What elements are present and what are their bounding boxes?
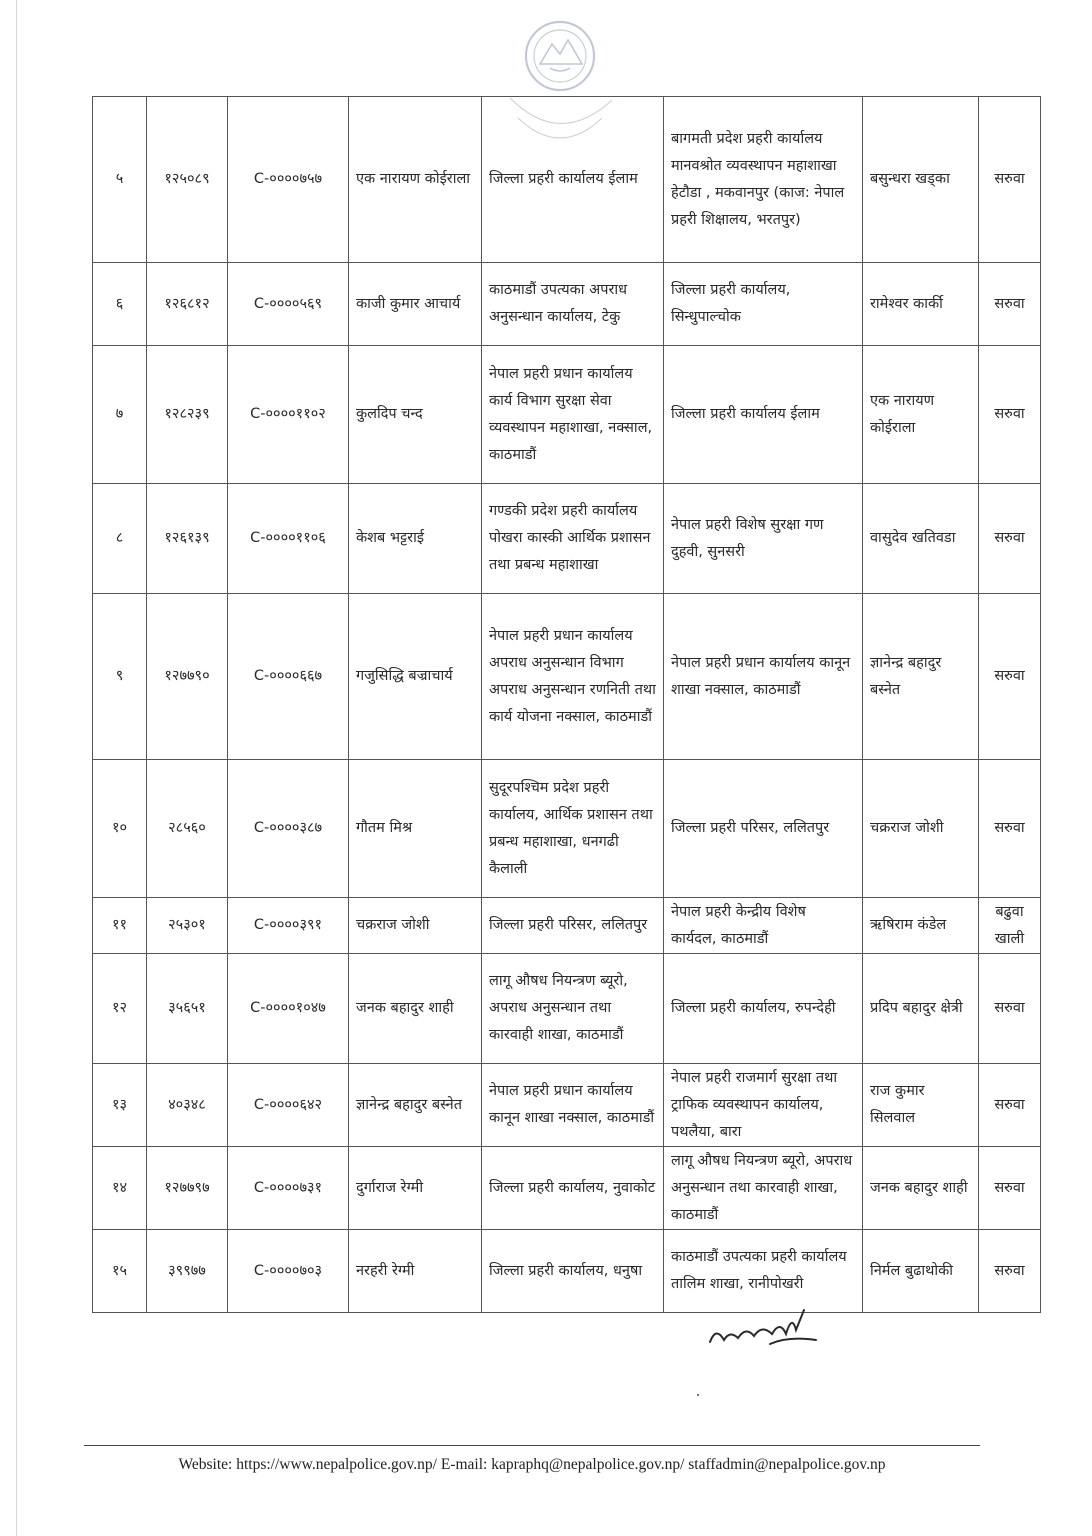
name-cell: दुर्गाराज रेग्मी [349,1147,482,1230]
replaced-person-cell: रामेश्वर कार्की [863,263,979,346]
new-office-cell: काठमाडौं उपत्यका प्रहरी कार्यालय तालिम शाखा, रानीपोखरी [664,1230,863,1313]
transfer-type-cell: सरुवा [979,263,1041,346]
name-cell: काजी कुमार आचार्य [349,263,482,346]
current-office-cell: नेपाल प्रहरी प्रधान कार्यालय कार्य विभाग सुरक्षा सेवा व्यवस्थापन महाशाखा, नक्साल, काठमाडौं [482,346,664,484]
serial-number-cell: १५ [93,1230,147,1313]
current-office-cell: गण्डकी प्रदेश प्रहरी कार्यालय पोखरा कास्की आर्थिक प्रशासन तथा प्रबन्ध महाशाखा [482,484,664,594]
current-office-cell: नेपाल प्रहरी प्रधान कार्यालय कानून शाखा नक्साल, काठमाडौं [482,1064,664,1147]
transfer-type-cell: सरुवा [979,954,1041,1064]
new-office-cell: नेपाल प्रहरी प्रधान कार्यालय कानून शाखा नक्साल, काठमाडौं [664,594,863,760]
police-number-cell: २५३०१ [147,898,228,954]
code-cell: C-००००११०६ [228,484,349,594]
replaced-person-cell: वासुदेव खतिवडा [863,484,979,594]
new-office-cell: जिल्ला प्रहरी कार्यालय, सिन्धुपाल्चोक [664,263,863,346]
new-office-cell: जिल्ला प्रहरी कार्यालय ईलाम [664,346,863,484]
signature-mark [700,1300,830,1360]
serial-number-cell: १० [93,760,147,898]
footer-contact: Website: https://www.nepalpolice.gov.np/ E-mail: kapraphq@nepalpolice.gov.np/ staffadmin@nepalpolice.gov.np [178,1456,886,1473]
table-row [93,1147,1041,1230]
table-row [93,97,1041,263]
code-cell: C-००००३८७ [228,760,349,898]
table-row [93,594,1041,760]
new-office-cell: बागमती प्रदेश प्रहरी कार्यालय मानवश्रोत व्यवस्थापन महाशाखा हेटौडा , मकवानपुर (काज: नेपाल प्रहरी शिक्षालय, भरतपुर) [664,97,863,263]
serial-number-cell: १२ [93,954,147,1064]
transfer-type-cell: सरुवा [979,1147,1041,1230]
current-office-cell: जिल्ला प्रहरी कार्यालय, नुवाकोट [482,1147,664,1230]
serial-number-cell: ११ [93,898,147,954]
stray-dot [697,1394,699,1396]
new-office-cell: नेपाल प्रहरी विशेष सुरक्षा गण दुहवी, सुनसरी [664,484,863,594]
name-cell: जनक बहादुर शाही [349,954,482,1064]
serial-number-cell: १४ [93,1147,147,1230]
police-number-cell: १२८२३९ [147,346,228,484]
current-office-cell: नेपाल प्रहरी प्रधान कार्यालय अपराध अनुसन्धान विभाग अपराध अनुसन्धान रणनिती तथा कार्य योजना नक्साल, काठमाडौं [482,594,664,760]
new-office-cell: लागू औषध नियन्त्रण ब्यूरो, अपराध अनुसन्धान तथा कारवाही शाखा, काठमाडौं [664,1147,863,1230]
police-number-cell: ३५६५१ [147,954,228,1064]
posting-table [92,96,1041,1313]
current-office-cell: काठमाडौं उपत्यका अपराध अनुसन्धान कार्यालय, टेकु [482,263,664,346]
new-office-cell: नेपाल प्रहरी केन्द्रीय विशेष कार्यदल, काठमाडौं [664,898,863,954]
new-office-cell: जिल्ला प्रहरी परिसर, ललितपुर [664,760,863,898]
transfer-type-cell: सरुवा [979,346,1041,484]
table-row [93,1230,1041,1313]
name-cell: नरहरी रेग्मी [349,1230,482,1313]
current-office-cell: जिल्ला प्रहरी कार्यालय ईलाम [482,97,664,263]
table-row [93,484,1041,594]
current-office-cell: सुदूरपश्चिम प्रदेश प्रहरी कार्यालय, आर्थिक प्रशासन तथा प्रबन्ध महाशाखा, धनगढी कैलाली [482,760,664,898]
code-cell: C-००००३९१ [228,898,349,954]
transfer-type-cell: सरुवा [979,760,1041,898]
new-office-cell: जिल्ला प्रहरी कार्यालय, रुपन्देही [664,954,863,1064]
police-number-cell: १२६१३९ [147,484,228,594]
current-office-cell: लागू औषध नियन्त्रण ब्यूरो, अपराध अनुसन्धान तथा कारवाही शाखा, काठमाडौं [482,954,664,1064]
table-row [93,263,1041,346]
replaced-person-cell: जनक बहादुर शाही [863,1147,979,1230]
code-cell: C-००००११०२ [228,346,349,484]
transfer-type-cell: सरुवा [979,484,1041,594]
police-number-cell: २८५६० [147,760,228,898]
table-row [93,954,1041,1064]
transfer-type-cell: सरुवा [979,594,1041,760]
code-cell: C-००००५६९ [228,263,349,346]
police-number-cell: ४०३४८ [147,1064,228,1147]
name-cell: केशब भट्टराई [349,484,482,594]
name-cell: गौतम मिश्र [349,760,482,898]
replaced-person-cell: ऋषिराम कंडेल [863,898,979,954]
name-cell: एक नारायण कोईराला [349,97,482,263]
code-cell: C-००००७३१ [228,1147,349,1230]
code-cell: C-००००६६७ [228,594,349,760]
serial-number-cell: ८ [93,484,147,594]
transfer-type-cell: बढुवा खाली [979,898,1041,954]
page-margin-line [16,0,17,1536]
name-cell: गजुसिद्धि बज्राचार्य [349,594,482,760]
replaced-person-cell: ज्ञानेन्द्र बहादुर बस्नेत [863,594,979,760]
transfer-type-cell: सरुवा [979,1064,1041,1147]
table-row [93,898,1041,954]
table-row [93,1064,1041,1147]
name-cell: कुलदिप चन्द [349,346,482,484]
police-number-cell: १२५०८९ [147,97,228,263]
police-number-cell: १२७७९० [147,594,228,760]
footer-divider [84,1445,980,1446]
transfer-type-cell: सरुवा [979,1230,1041,1313]
table-row [93,760,1041,898]
current-office-cell: जिल्ला प्रहरी कार्यालय, धनुषा [482,1230,664,1313]
replaced-person-cell: चक्रराज जोशी [863,760,979,898]
code-cell: C-००००७५७ [228,97,349,263]
transfer-type-cell: सरुवा [979,97,1041,263]
serial-number-cell: १३ [93,1064,147,1147]
police-number-cell: १२७७९७ [147,1147,228,1230]
code-cell: C-००००७०३ [228,1230,349,1313]
code-cell: C-००००१०४७ [228,954,349,1064]
replaced-person-cell: एक नारायण कोईराला [863,346,979,484]
replaced-person-cell: निर्मल बुढाथोकी [863,1230,979,1313]
current-office-cell: जिल्ला प्रहरी परिसर, ललितपुर [482,898,664,954]
serial-number-cell: ९ [93,594,147,760]
name-cell: चक्रराज जोशी [349,898,482,954]
replaced-person-cell: प्रदिप बहादुर क्षेत्री [863,954,979,1064]
serial-number-cell: ५ [93,97,147,263]
serial-number-cell: ७ [93,346,147,484]
code-cell: C-००००६४२ [228,1064,349,1147]
police-number-cell: १२६८१२ [147,263,228,346]
new-office-cell: नेपाल प्रहरी राजमार्ग सुरक्षा तथा ट्राफिक व्यवस्थापन कार्यालय, पथलैया, बारा [664,1064,863,1147]
table-row [93,346,1041,484]
serial-number-cell: ६ [93,263,147,346]
replaced-person-cell: बसुन्धरा खड्का [863,97,979,263]
name-cell: ज्ञानेन्द्र बहादुर बस्नेत [349,1064,482,1147]
replaced-person-cell: राज कुमार सिलवाल [863,1064,979,1147]
police-number-cell: ३९९७७ [147,1230,228,1313]
